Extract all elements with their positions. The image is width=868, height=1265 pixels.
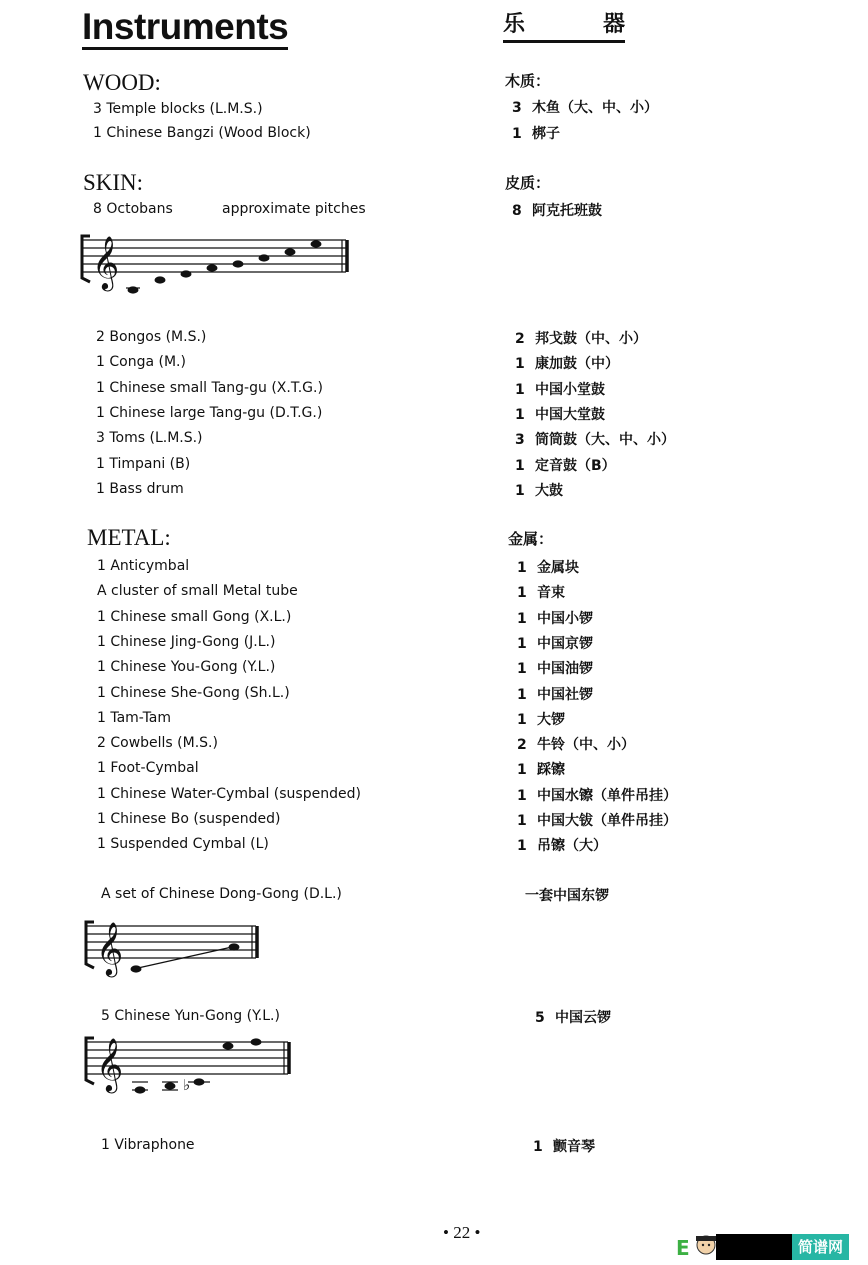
title-zh-char-2: 器	[602, 12, 625, 37]
wood-zh-item-num: 3	[512, 100, 522, 116]
metal-zh-item-text: 音束	[537, 585, 565, 602]
metal-zh-item	[517, 709, 565, 729]
metal-zh-item-text: 牛铃（中、小）	[537, 737, 635, 754]
yun-gong-zh-text: 中国云锣	[555, 1010, 611, 1026]
octobans-zh-num: 8	[512, 203, 522, 219]
note-head	[229, 943, 240, 950]
metal-en-item: 1 Suspended Cymbal (L)	[97, 836, 269, 853]
staff-bracket	[86, 1038, 94, 1084]
metal-zh-item-text: 中国小锣	[537, 610, 593, 627]
vibraphone-zh	[533, 1136, 595, 1156]
skin-en-item: 1 Chinese large Tang-gu (D.T.G.)	[96, 404, 323, 421]
note-head	[285, 248, 296, 255]
metal-en-item: 1 Chinese You-Gong (Y.L.)	[97, 659, 276, 676]
metal-zh-item-text: 中国油锣	[537, 661, 593, 678]
skin-en-item: 1 Bass drum	[96, 480, 184, 497]
octobans-zh	[512, 200, 602, 220]
watermark-site-name: 简谱网	[792, 1234, 849, 1260]
metal-zh-item-num: 1	[517, 711, 527, 728]
metal-en-item: 1 Chinese Water-Cymbal (suspended)	[97, 785, 361, 802]
metal-heading-en: METAL:	[87, 525, 171, 550]
skin-zh-item-num: 1	[515, 381, 525, 398]
yun-gong-zh-num: 5	[535, 1010, 545, 1026]
metal-en-item: 1 Chinese Bo (suspended)	[97, 811, 281, 827]
skin-zh-item-num: 1	[515, 482, 525, 499]
skin-zh-item-text: 邦戈鼓（中、小）	[535, 331, 647, 347]
note-head	[165, 1082, 176, 1089]
skin-zh-item-text: 筒筒鼓（大、中、小）	[535, 432, 675, 449]
vibraphone-zh-text: 颤音琴	[553, 1139, 595, 1155]
note-head	[131, 965, 142, 972]
skin-zh-item-num: 1	[515, 406, 525, 423]
skin-zh-item-text: 定音鼓（B）	[535, 457, 616, 474]
skin-zh-item	[515, 455, 616, 475]
metal-zh-item	[517, 759, 565, 779]
yun-gong-staff	[80, 1030, 294, 1102]
metal-en-item: 1 Chinese small Gong (X.L.)	[97, 608, 292, 625]
staff-bracket	[82, 236, 90, 282]
dong-gong-zh: 一套中国东锣	[525, 888, 609, 904]
metal-zh-item-num: 1	[517, 787, 527, 804]
metal-zh-item	[517, 684, 593, 704]
metal-en-item: A cluster of small Metal tube	[97, 583, 298, 600]
metal-zh-item-text: 大锣	[537, 711, 565, 728]
metal-zh-item-num: 1	[517, 762, 527, 779]
metal-zh-item-text: 中国京锣	[537, 635, 593, 652]
metal-zh-item-text: 中国水镲（单件吊挂）	[537, 787, 677, 804]
metal-zh-item-num: 1	[517, 661, 527, 678]
yun-gong-zh	[535, 1007, 611, 1027]
yun-gong-en: 5 Chinese Yun-Gong (Y.L.)	[101, 1008, 280, 1024]
metal-zh-item-num: 1	[517, 560, 527, 576]
page-number: • 22 •	[443, 1223, 481, 1242]
skin-en-item: 1 Conga (M.)	[96, 354, 186, 371]
metal-zh-item-num: 2	[517, 737, 527, 754]
metal-zh-item-num: 1	[517, 813, 527, 829]
watermark	[676, 1232, 849, 1262]
treble-clef-icon: 𝄞	[92, 235, 120, 289]
note-head	[128, 286, 139, 293]
staff-bracket	[86, 922, 94, 968]
skin-zh-item	[515, 404, 605, 424]
metal-zh-item	[517, 658, 593, 678]
octobans-label: 8 Octobans	[93, 201, 173, 217]
metal-zh-item-text: 中国大钹（单件吊挂）	[537, 813, 677, 829]
wood-zh-item	[512, 97, 658, 117]
note-head	[223, 1042, 234, 1049]
note-head	[135, 1086, 146, 1093]
metal-zh-item-num: 1	[517, 610, 527, 627]
skin-en-item: 2 Bongos (M.S.)	[96, 329, 207, 345]
metal-en-item: 1 Foot-Cymbal	[97, 760, 199, 777]
skin-zh-item-text: 中国大堂鼓	[535, 406, 605, 423]
note-head	[155, 276, 166, 283]
note-head	[251, 1038, 262, 1045]
note-head	[311, 240, 322, 247]
page-title-en: Instruments	[82, 8, 288, 50]
wood-zh-item-num: 1	[512, 126, 522, 142]
page-title-zh	[503, 12, 625, 43]
metal-en-item: 1 Chinese Jing-Gong (J.L.)	[97, 633, 276, 650]
metal-zh-item	[517, 633, 593, 653]
skin-en-item: 3 Toms (L.M.S.)	[96, 430, 203, 447]
octobans-staff	[76, 228, 352, 300]
metal-zh-item-num: 1	[517, 635, 527, 652]
dong-gong-en: A set of Chinese Dong-Gong (D.L.)	[101, 886, 342, 902]
skin-zh-item-num: 2	[515, 331, 525, 347]
metal-en-item: 1 Chinese She-Gong (Sh.L.)	[97, 684, 290, 701]
skin-zh-item-num: 3	[515, 432, 525, 449]
note-head	[194, 1078, 205, 1085]
watermark-black-bar	[716, 1234, 792, 1260]
dong-gong-staff	[80, 914, 262, 980]
skin-heading-zh: 皮质：	[505, 174, 551, 192]
skin-zh-item	[515, 379, 605, 399]
metal-zh-item	[517, 785, 677, 805]
note-head	[207, 264, 218, 271]
note-head	[181, 270, 192, 277]
skin-en-item: 1 Timpani (B)	[96, 455, 191, 472]
metal-zh-item	[517, 608, 593, 628]
flat-sign-icon: ♭	[183, 1076, 191, 1094]
metal-zh-item-text: 吊镲（大）	[537, 838, 607, 855]
skin-zh-item-text: 康加鼓（中）	[535, 356, 619, 373]
treble-clef-icon: 𝄞	[96, 921, 124, 975]
skin-heading-en: SKIN:	[83, 170, 144, 195]
skin-zh-item-num: 1	[515, 457, 525, 474]
metal-en-item: 1 Anticymbal	[97, 558, 190, 574]
metal-heading-zh: 金属：	[508, 530, 554, 548]
skin-zh-item	[515, 328, 647, 348]
title-zh-char-1: 乐	[503, 12, 526, 37]
metal-zh-item-text: 中国社锣	[537, 686, 593, 703]
metal-zh-item-num: 1	[517, 585, 527, 602]
skin-zh-item-text: 大鼓	[535, 482, 563, 499]
note-head	[259, 254, 270, 261]
vibraphone-zh-num: 1	[533, 1139, 543, 1155]
metal-en-item: 2 Cowbells (M.S.)	[97, 735, 218, 752]
approx-pitches-label: approximate pitches	[222, 201, 366, 217]
svg-text:E: E	[676, 1236, 690, 1260]
skin-zh-item-num: 1	[515, 356, 525, 373]
wood-en-item: 1 Chinese Bangzi (Wood Block)	[93, 125, 311, 141]
metal-zh-item	[517, 734, 635, 754]
metal-zh-item-num: 1	[517, 686, 527, 703]
wood-heading-zh: 木质：	[505, 72, 551, 90]
treble-clef-icon: 𝄞	[96, 1037, 124, 1091]
wood-zh-item	[512, 123, 560, 143]
metal-zh-item-num: 1	[517, 838, 527, 855]
metal-zh-item	[517, 835, 607, 855]
metal-zh-item	[517, 557, 579, 577]
metal-zh-item	[517, 582, 565, 602]
wood-heading-en: WOOD:	[83, 70, 161, 95]
wood-zh-item-text: 梆子	[532, 126, 560, 142]
skin-zh-item	[515, 480, 563, 500]
vibraphone-en: 1 Vibraphone	[101, 1137, 195, 1153]
octobans-zh-text: 阿克托班鼓	[532, 203, 602, 219]
note-head	[233, 260, 244, 267]
metal-en-item: 1 Tam-Tam	[97, 709, 172, 726]
metal-zh-item-text: 金属块	[537, 560, 579, 576]
skin-zh-item	[515, 353, 619, 373]
wood-en-item: 3 Temple blocks (L.M.S.)	[93, 101, 263, 117]
skin-en-item: 1 Chinese small Tang-gu (X.T.G.)	[96, 379, 323, 396]
skin-zh-item-text: 中国小堂鼓	[535, 381, 605, 398]
metal-zh-item-text: 踩镲	[537, 762, 565, 779]
skin-zh-item	[515, 429, 675, 449]
watermark-logo-icon	[676, 1232, 716, 1262]
metal-zh-item	[517, 810, 677, 830]
wood-zh-item-text: 木鱼（大、中、小）	[532, 100, 658, 116]
